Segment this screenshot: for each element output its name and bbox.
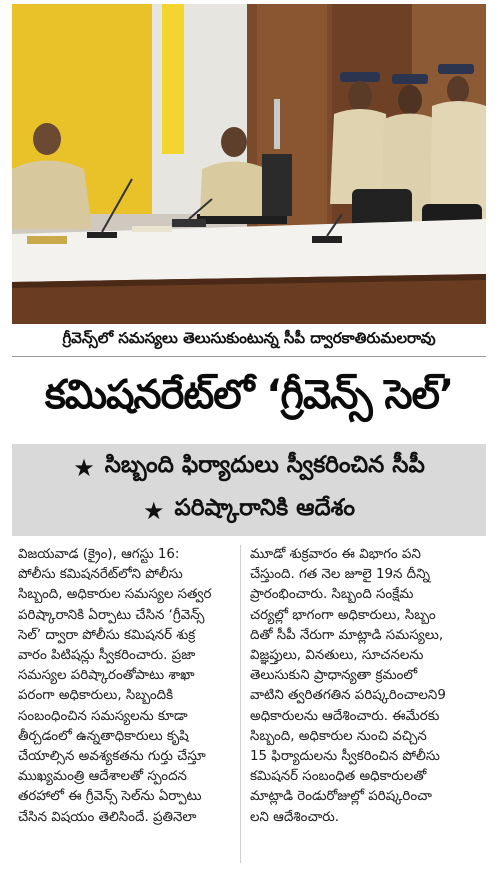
article-subheadline-box [12,444,486,536]
body-line: చేయాల్సిన అవశ్యకతను గుర్తు చేస్తూ [18,749,206,765]
body-line: పరంగా అధికారులు, సిబ్బందికి [18,688,174,704]
subheadline-text-2: పరిష్కారానికి ఆదేశం [174,495,356,521]
news-photo [12,4,486,324]
subheadline-text-1: సిబ్బంది ఫిర్యాదులు స్వీకరించిన సీపీ [104,452,425,478]
body-line: విజయవాడ (క్రైం), ఆగస్టు 16: [18,547,180,562]
body-line: చర్యల్లో భాగంగా అధికారులు, సిబ్బం [250,607,436,623]
body-line: 15 ఫిర్యాదులను స్వీకరించిన పోలీసు [250,749,440,765]
body-line: చేసిన విషయం తెలిసిందే. ప్రతినెలా [18,809,197,825]
body-line: సెల్’ ద్వారా పోలీసు కమిషనర్ శుక్ర [18,627,196,643]
body-line: తెలుసుకుని ప్రాధాన్యతా క్రమంలో [250,668,418,684]
body-line: సమస్యల పరిష్కారంతోపాటు శాఖా [18,668,195,684]
body-line: వారం పిటిషన్లు స్వీకరించారు. ప్రజా [18,648,196,664]
article-headline: కమిషనరేట్‌లో ‘గ్రీవెన్స్ సెల్’ [44,372,454,418]
body-line: లని ఆదేశించారు. [250,809,340,825]
body-line: చేస్తుంది. గత నెల జూలై 19న దీన్ని [250,567,431,583]
article-column-right [250,545,468,867]
body-line: తరహాలో ఈ గ్రీవెన్స్ సెల్‌ను ఏర్పాటు [18,789,202,805]
body-line: విజ్ఞప్తులు, వినతులు, సూచనలను [250,648,424,664]
body-line: తీర్చడంలో ఉన్నతాధికారులు కృషి [18,728,189,744]
press-photo-icon [12,4,486,324]
column-divider [240,545,241,863]
body-line: ముఖ్యమంత్రి ఆదేశాలతో స్పందన [18,769,187,785]
star-icon: ★ [142,497,165,525]
article-column-left [18,545,236,867]
body-line: ప్రారంభించారు. సిబ్బంది సంక్షేమ [250,587,414,603]
body-line: అధికారులను ఆదేశించారు. ఈమేరకు [250,708,440,724]
body-line: సంబంధించిన సమస్యలను కూడా [18,708,188,724]
caption-divider [12,356,486,357]
body-line: వాటిని త్వరితగతిన పరిష్కరించాలని9 [250,688,446,704]
star-icon: ★ [73,454,95,482]
subheadline-line-1 [12,448,486,488]
photo-caption: గ్రీవెన్స్‌లో సమస్యలు తెలుసుకుంటున్న సీపీ ద్వారకాతిరుమలరావు [62,329,436,347]
body-line: సిబ్బంది, అధికారుల సమస్యల సత్వర [18,587,212,603]
body-line: కమిషనర్ సంబంధిత అధికారులతో [250,769,427,785]
body-line: సిబ్బంది, అధికారుల నుంచి వచ్చిన [250,728,427,744]
body-line: దితో సీపీ నేరుగా మాట్లాడి సమస్యలు, [250,627,444,643]
body-line: పరిష్కారానికి ఏర్పాటు చేసిన ‘గ్రీవెన్స్ [18,607,205,623]
body-line: పోలీసు కమిషనరేట్‌లోని పోలీసు [18,567,183,583]
body-line: మూడో శుక్రవారం ఈ విభాగం పని [250,547,421,562]
subheadline-line-2 [12,491,486,531]
body-line: మాట్లాడి రెండురోజుల్లో పరిష్కరించా [250,789,432,805]
